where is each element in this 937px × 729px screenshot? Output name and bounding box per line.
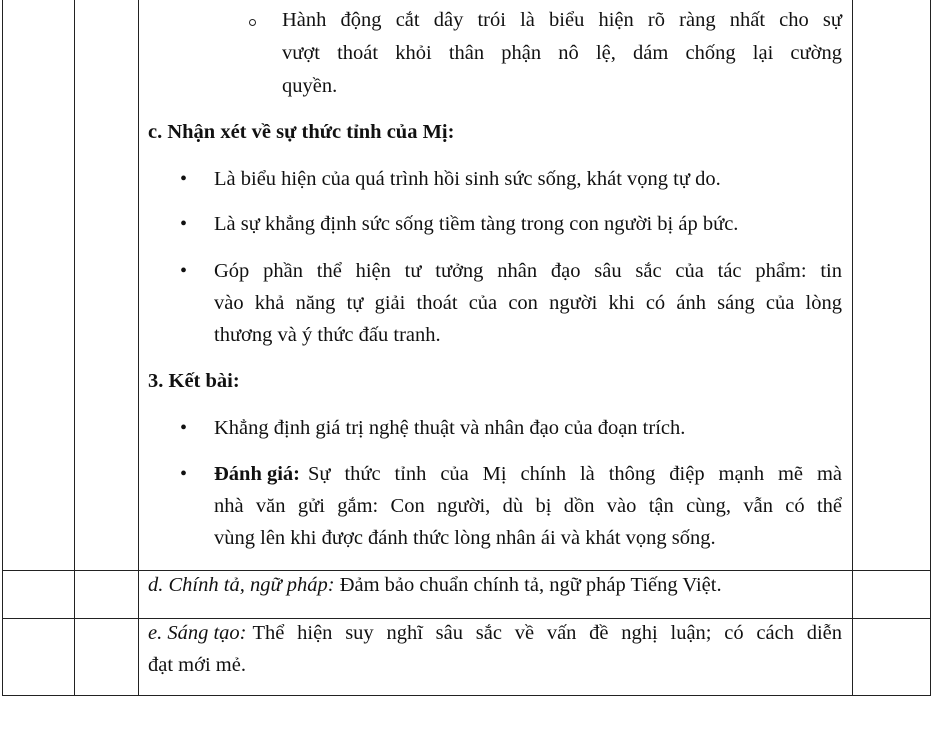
row-d-text <box>148 569 722 601</box>
section-3-item-1: Khẳng định giá trị nghệ thuật và nhân đạo của đoạn trích. <box>214 417 686 439</box>
danh-gia-text: Sự thức tỉnh của Mị chính là thông điệp mạnh mẽ mà <box>308 463 842 485</box>
section-c-item-2: Là sự khẳng định sức sống tiềm tàng trong con người bị áp bức. <box>214 213 739 235</box>
table-col-divider-1 <box>74 0 75 696</box>
bullet-dot-icon: • <box>180 260 188 282</box>
table-col-divider-2 <box>138 0 139 696</box>
section-c-item-1: Là biểu hiện của quá trình hồi sinh sức sống, khát vọng tự do. <box>214 168 721 190</box>
danh-gia-label: Đánh giá: <box>214 463 301 485</box>
table-border-left <box>2 0 3 696</box>
sub-bullet-line-1: Hành động cắt dây trói là biểu hiện rõ ràng nhất cho sự <box>282 9 842 31</box>
section-3-item-2-line-3: vùng lên khi được đánh thức lòng nhân ái và khát vọng sống. <box>214 527 716 549</box>
row-e-label: e. Sáng tạo: <box>148 622 247 644</box>
section-c-item-3-line-2: vào khả năng tự giải thoát của con người khi có ánh sáng của lòng <box>214 292 842 314</box>
bullet-dot-icon: • <box>180 463 188 485</box>
section-3-item-2-line-1 <box>214 458 842 490</box>
hollow-circle-bullet-icon <box>249 19 256 26</box>
row-e-line-2: đạt mới mẻ. <box>148 654 246 676</box>
section-3-heading: 3. Kết bài: <box>148 370 240 392</box>
bullet-dot-icon: • <box>180 168 188 190</box>
section-c-item-3-line-3: thương và ý thức đấu tranh. <box>214 324 441 346</box>
row-e-line-1 <box>148 617 842 649</box>
bullet-dot-icon: • <box>180 417 188 439</box>
section-c-heading: c. Nhận xét về sự thức tỉnh của Mị: <box>148 121 455 143</box>
table-col-divider-3 <box>852 0 853 696</box>
table-border-right <box>930 0 931 696</box>
row-e-content: Thể hiện suy nghĩ sâu sắc về vấn đề nghị luận; có cách diễn <box>252 622 842 644</box>
section-3-item-2-line-2: nhà văn gửi gắm: Con người, dù bị dồn vào tận cùng, vẫn có thể <box>214 495 842 517</box>
section-c-item-3-line-1: Góp phần thể hiện tư tưởng nhân đạo sâu sắc của tác phẩm: tin <box>214 260 842 282</box>
table-border-bottom <box>2 695 931 696</box>
bullet-dot-icon: • <box>180 213 188 235</box>
sub-bullet-line-3: quyền. <box>282 75 338 97</box>
sub-bullet-line-2: vượt thoát khỏi thân phận nô lệ, dám chống lại cường <box>282 42 842 64</box>
row-d-label: d. Chính tả, ngữ pháp: <box>148 574 335 596</box>
row-d-content: Đảm bảo chuẩn chính tả, ngữ pháp Tiếng Việt. <box>339 574 722 596</box>
